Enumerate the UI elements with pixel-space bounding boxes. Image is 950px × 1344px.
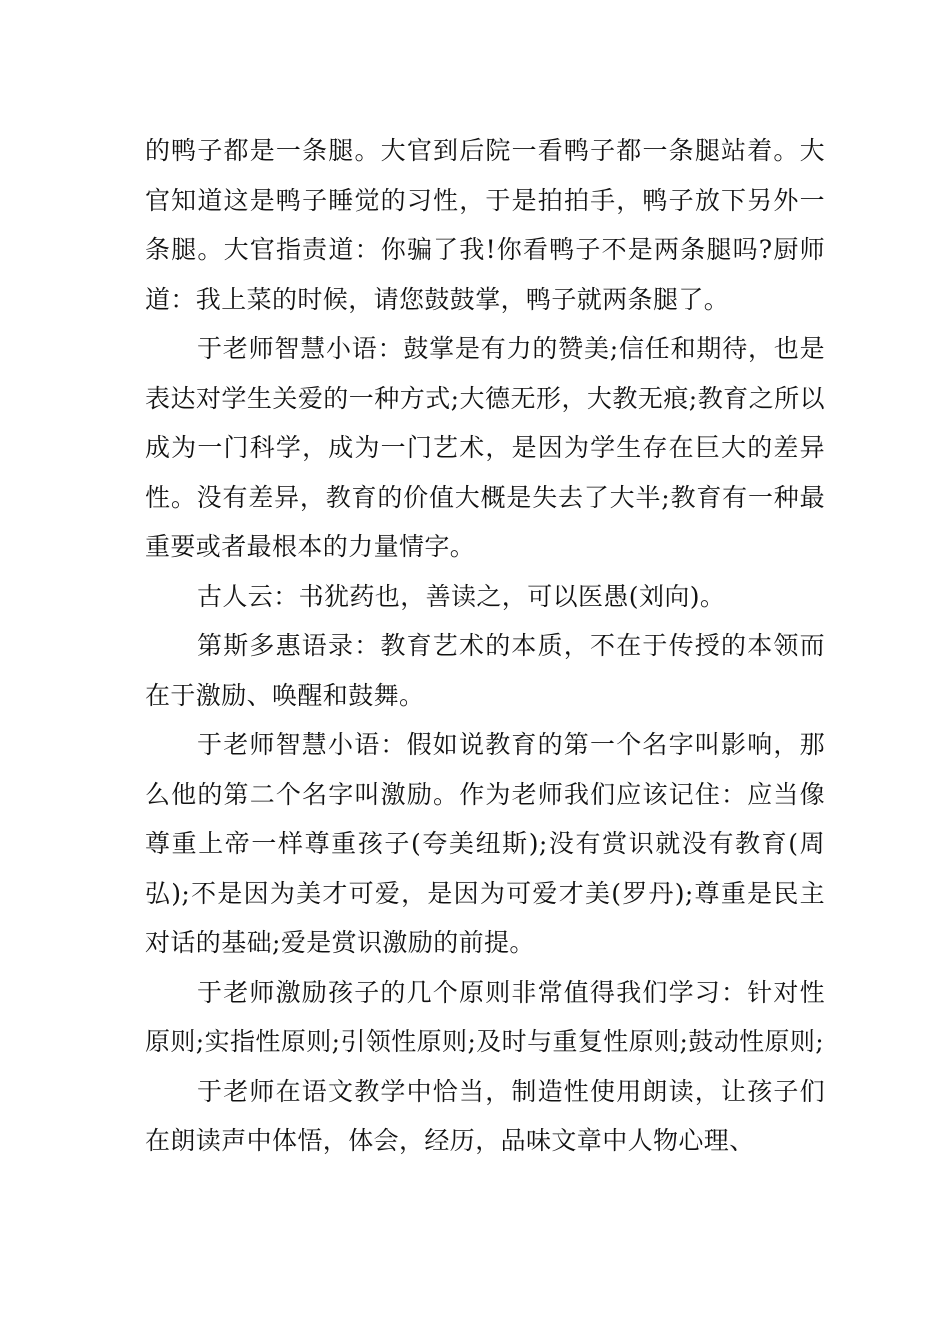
document-body <box>145 126 825 1166</box>
paragraph-applause-wisdom: 于老师智慧小语：鼓掌是有力的赞美;信任和期待，也是表达对学生关爱的一种方式;大德无形，大教无痕;教育之所以成为一门科学，成为一门艺术，是因为学生存在巨大的差异性。没有差异，教育的价值大概是失去了大半;教育有一种最重要或者最根本的力量情字。 <box>145 334 825 561</box>
paragraph-diesterweg-quote: 第斯多惠语录：教育艺术的本质，不在于传授的本领而在于激励、唤醒和鼓舞。 <box>145 631 825 710</box>
paragraph-encouragement-wisdom: 于老师智慧小语：假如说教育的第一个名字叫影响，那么他的第二个名字叫激励。作为老师我们应该记住：应当像尊重上帝一样尊重孩子(夸美纽斯);没有赏识就没有教育(周弘);不是因为美才可爱，是因为可爱才美(罗丹);尊重是民主对话的基础;爱是赏识激励的前提。 <box>145 730 825 957</box>
paragraph-duck-story: 的鸭子都是一条腿。大官到后院一看鸭子都一条腿站着。大官知道这是鸭子睡觉的习性，于是拍拍手，鸭子放下另外一条腿。大官指责道：你骗了我!你看鸭子不是两条腿吗?厨师道：我上菜的时候，请您鼓鼓掌，鸭子就两条腿了。 <box>145 136 825 314</box>
paragraph-ancient-quote: 古人云：书犹药也，善读之，可以医愚(刘向)。 <box>197 581 726 611</box>
paragraph-reading-aloud: 于老师在语文教学中恰当，制造性使用朗读，让孩子们在朗读声中体悟，体会，经历，品味文章中人物心理、 <box>145 1076 825 1155</box>
paragraph-encouragement-principles: 于老师激励孩子的几个原则非常值得我们学习：针对性原则;实指性原则;引领性原则;及时与重复性原则;鼓动性原则; <box>145 977 825 1056</box>
